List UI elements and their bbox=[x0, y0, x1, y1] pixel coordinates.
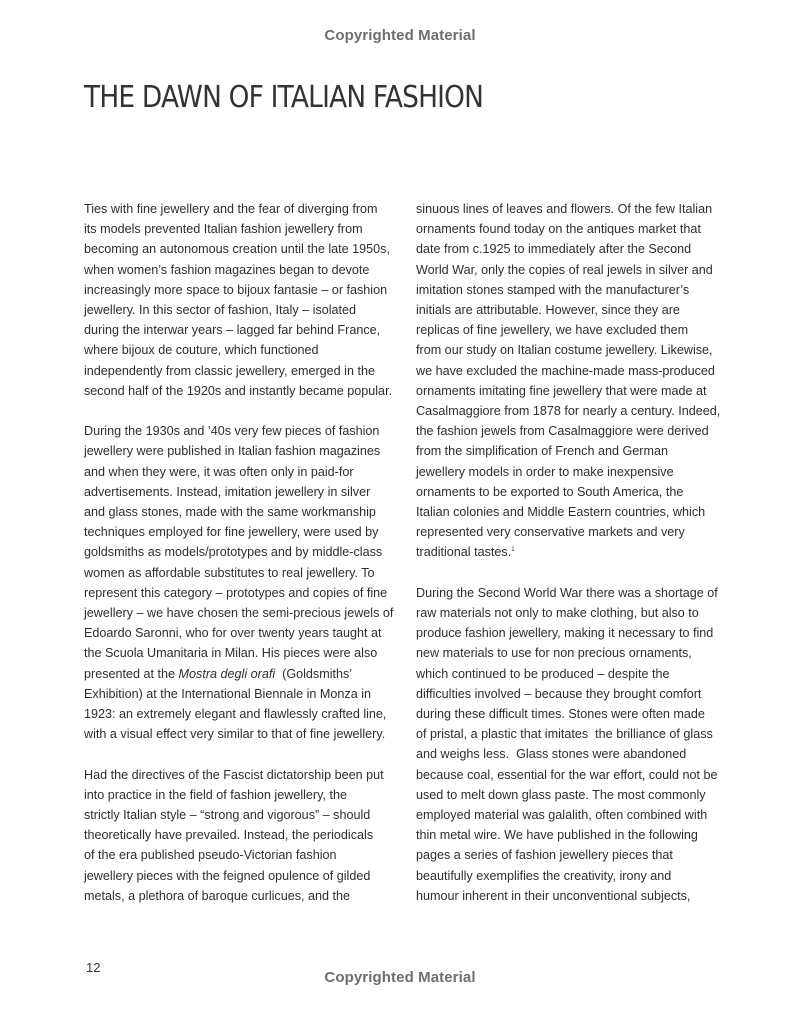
text-line: ornaments found today on the antiques market that bbox=[416, 222, 701, 237]
text-line: humour inherent in their unconventional subjects, bbox=[416, 888, 691, 903]
text-segment: (Goldsmiths’ bbox=[275, 666, 353, 681]
text-line: initials are attributable. However, since they are bbox=[416, 303, 680, 318]
text-line: represented very conservative markets and very bbox=[416, 525, 685, 540]
text-line: of pristal, a plastic that imitates the brilliance of glass bbox=[416, 727, 713, 742]
text-line: and weighs less. Glass stones were abandoned bbox=[416, 747, 687, 762]
left-column bbox=[84, 199, 404, 906]
text-segment: presented at the bbox=[84, 666, 179, 681]
right-column bbox=[416, 199, 736, 906]
text-line: with a visual effect very similar to that of fine jewellery. bbox=[84, 727, 386, 742]
text-line: pages a series of fashion jewellery pieces that bbox=[416, 848, 673, 863]
text-line: which continued to be produced – despite the bbox=[416, 666, 670, 681]
text-line: Casalmaggiore from 1878 for nearly a century. Indeed, bbox=[416, 404, 721, 419]
text-line: because coal, essential for the war effort, could not be bbox=[416, 767, 718, 782]
text-segment: traditional tastes. bbox=[416, 545, 512, 560]
text-line: goldsmiths as models/prototypes and by middle-class bbox=[84, 545, 383, 560]
text-line: jewellery pieces with the feigned opulence of gilded bbox=[84, 868, 371, 883]
text-line: During the 1930s and ’40s very few pieces of fashion bbox=[84, 424, 380, 439]
text-line: produce fashion jewellery, making it necessary to find bbox=[416, 626, 714, 641]
text-line: the fashion jewels from Casalmaggiore were derived bbox=[416, 424, 709, 439]
copyright-watermark-top: Copyrighted Material bbox=[324, 27, 476, 44]
chapter-title: THE DAWN OF ITALIAN FASHION bbox=[84, 80, 484, 115]
text-line: during the interwar years – lagged far behind France, bbox=[84, 323, 381, 338]
text-line: during these difficult times. Stones were often made bbox=[416, 707, 705, 722]
text-line: techniques employed for fine jewellery, were used by bbox=[84, 525, 379, 540]
text-line: 1923: an extremely elegant and flawlessly crafted line, bbox=[84, 707, 387, 722]
page-number: 12 bbox=[86, 960, 101, 975]
text-line: sinuous lines of leaves and flowers. Of the few Italian bbox=[416, 202, 713, 216]
paragraph-second-world-war bbox=[416, 583, 736, 906]
text-line: beautifully exemplifies the creativity, irony and bbox=[416, 868, 672, 883]
text-line: from the simplification of French and German bbox=[416, 444, 668, 459]
text-line: During the Second World War there was a shortage of bbox=[416, 585, 718, 600]
text-line: its models prevented Italian fashion jewellery from bbox=[84, 222, 363, 237]
text-line: and glass stones, made with the same workmanship bbox=[84, 505, 376, 520]
text-line: into practice in the field of fashion jewellery, the bbox=[84, 787, 347, 802]
text-line: becoming an autonomous creation until the late 1950s, bbox=[84, 242, 390, 257]
text-line: independently from classic jewellery, emerged in the bbox=[84, 363, 375, 378]
text-line: replicas of fine jewellery, we have excluded them bbox=[416, 323, 689, 338]
text-line: Edoardo Saronni, who for over twenty years taught at bbox=[84, 626, 382, 641]
text-line: Exhibition) at the International Biennale in Monza in bbox=[84, 686, 372, 701]
text-line: of the era published pseudo-Victorian fashion bbox=[84, 848, 337, 863]
text-line: metals, a plethora of baroque curlicues, and the bbox=[84, 888, 351, 903]
text-line: where bijoux de couture, which functioned bbox=[84, 343, 319, 358]
text-line: women as affordable substitutes to real jewellery. To bbox=[84, 565, 375, 580]
text-line: date from c.1925 to immediately after the Second bbox=[416, 242, 692, 257]
text-line: when women’s fashion magazines began to devote bbox=[84, 262, 370, 277]
text-line: used to melt down glass paste. The most commonly bbox=[416, 787, 706, 802]
text-line: jewellery models in order to make inexpensive bbox=[416, 464, 674, 479]
text-line: jewellery. In this sector of fashion, Italy – isolated bbox=[84, 303, 357, 318]
paragraph-fascist-directives bbox=[84, 765, 404, 906]
text-line: and when they were, it was often only in paid-for bbox=[84, 464, 354, 479]
text-line: new materials to use for non precious ornaments, bbox=[416, 646, 692, 661]
text-line: ornaments to be exported to South America, the bbox=[416, 484, 684, 499]
paragraph-antiques-market bbox=[416, 199, 736, 563]
text-line: difficulties involved – because they brought comfort bbox=[416, 686, 702, 701]
text-line: World War, only the copies of real jewels in silver and bbox=[416, 262, 713, 277]
text-line: from our study on Italian costume jewellery. Likewise, bbox=[416, 343, 713, 358]
text-line: Had the directives of the Fascist dictatorship been put bbox=[84, 767, 384, 782]
text-line: Ties with fine jewellery and the fear of diverging from bbox=[84, 202, 378, 216]
text-line: second half of the 1920s and instantly became popular. bbox=[84, 383, 393, 398]
text-line: jewellery – we have chosen the semi-precious jewels of bbox=[84, 606, 394, 621]
text-line: strictly Italian style – “strong and vigorous” – should bbox=[84, 808, 371, 823]
paragraph-1930s-40s bbox=[84, 421, 404, 744]
text-line: Italian colonies and Middle Eastern countries, which bbox=[416, 505, 706, 520]
paragraph-bijoux-history bbox=[84, 199, 404, 401]
text-line: the Scuola Umanitaria in Milan. His pieces were also bbox=[84, 646, 378, 661]
text-line: imitation stones stamped with the manufacturer’s bbox=[416, 282, 690, 297]
text-line: increasingly more space to bijoux fantasie – or fashion bbox=[84, 282, 388, 297]
text-line: ornaments imitating fine jewellery that were made at bbox=[416, 383, 707, 398]
footnote-reference[interactable]: 1 bbox=[511, 547, 515, 554]
text-line-with-italic-title bbox=[84, 664, 404, 684]
text-line: theoretically have prevailed. Instead, the periodicals bbox=[84, 828, 374, 843]
text-line-with-footnote bbox=[416, 542, 736, 562]
text-line: raw materials not only to make clothing, but also to bbox=[416, 606, 699, 621]
text-line: jewellery were published in Italian fashion magazines bbox=[84, 444, 381, 459]
text-line: we have excluded the machine-made mass-produced bbox=[416, 363, 715, 378]
copyright-watermark-bottom: Copyrighted Material bbox=[324, 969, 476, 986]
text-line: advertisements. Instead, imitation jewellery in silver bbox=[84, 484, 371, 499]
text-line: employed material was galalith, often combined with bbox=[416, 808, 708, 823]
text-line: represent this category – prototypes and copies of fine bbox=[84, 585, 388, 600]
italic-exhibition-name: Mostra degli orafi bbox=[178, 666, 276, 681]
text-line: thin metal wire. We have published in the following bbox=[416, 828, 698, 843]
